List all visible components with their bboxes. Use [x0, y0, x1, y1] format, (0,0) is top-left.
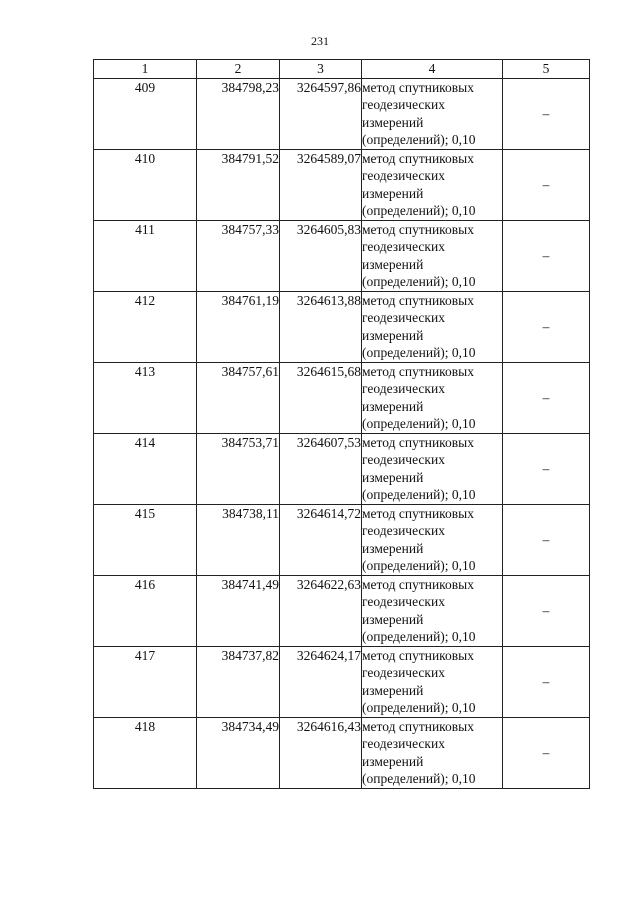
note-cell: – — [503, 575, 590, 646]
coordinates-table — [93, 59, 590, 789]
method-cell — [362, 149, 503, 220]
table-row — [94, 149, 590, 220]
method-text-line: геодезических — [362, 736, 445, 751]
note-cell: – — [503, 291, 590, 362]
table-row — [94, 717, 590, 788]
coordinate-x-cell: 384753,71 — [197, 433, 280, 504]
note-cell: – — [503, 646, 590, 717]
table-row — [94, 504, 590, 575]
coordinate-x-cell: 384734,49 — [197, 717, 280, 788]
method-text-line: измерений — [362, 611, 424, 627]
coordinate-x-cell: 384737,82 — [197, 646, 280, 717]
method-text-line: метод спутниковых — [362, 150, 474, 166]
method-cell — [362, 504, 503, 575]
method-text-line: (определений); 0,10 — [362, 274, 476, 289]
note-cell: – — [503, 78, 590, 149]
method-text-line: метод спутниковых — [362, 79, 474, 95]
method-text-line: метод спутниковых — [362, 647, 474, 663]
point-number-cell: 415 — [94, 504, 197, 575]
method-text-line: метод спутниковых — [362, 292, 474, 308]
method-cell — [362, 646, 503, 717]
point-number-cell: 416 — [94, 575, 197, 646]
method-text-line: измерений — [362, 540, 424, 556]
point-number-cell: 410 — [94, 149, 197, 220]
column-header-5: 5 — [503, 60, 590, 79]
table-row — [94, 220, 590, 291]
method-text-line: геодезических — [362, 665, 445, 680]
method-text-line: геодезических — [362, 523, 445, 538]
table-row — [94, 575, 590, 646]
method-text-line: (определений); 0,10 — [362, 629, 476, 644]
column-header-1: 1 — [94, 60, 197, 79]
table-header-row — [94, 60, 590, 79]
method-text-line: (определений); 0,10 — [362, 700, 476, 715]
coordinate-y-cell: 3264589,07 — [280, 149, 362, 220]
table-row — [94, 78, 590, 149]
coordinate-y-cell: 3264613,88 — [280, 291, 362, 362]
method-text-line: метод спутниковых — [362, 221, 474, 237]
coordinate-y-cell: 3264616,43 — [280, 717, 362, 788]
column-header-4: 4 — [362, 60, 503, 79]
table-row — [94, 362, 590, 433]
method-text-line: метод спутниковых — [362, 718, 474, 734]
point-number-cell: 412 — [94, 291, 197, 362]
coordinate-y-cell: 3264624,17 — [280, 646, 362, 717]
column-header-3: 3 — [280, 60, 362, 79]
method-text-line: геодезических — [362, 97, 445, 112]
method-text-line: (определений); 0,10 — [362, 416, 476, 431]
column-header-2: 2 — [197, 60, 280, 79]
table-row — [94, 646, 590, 717]
point-number-cell: 417 — [94, 646, 197, 717]
coordinate-y-cell: 3264607,53 — [280, 433, 362, 504]
method-text-line: измерений — [362, 185, 424, 201]
note-cell: – — [503, 717, 590, 788]
method-text-line: (определений); 0,10 — [362, 203, 476, 218]
method-text-line: геодезических — [362, 381, 445, 396]
page-number: 231 — [311, 34, 329, 48]
method-cell — [362, 717, 503, 788]
method-cell — [362, 78, 503, 149]
method-cell — [362, 433, 503, 504]
method-text-line: (определений); 0,10 — [362, 558, 476, 573]
table-row — [94, 433, 590, 504]
method-text-line: измерений — [362, 327, 424, 343]
method-text-line: метод спутниковых — [362, 576, 474, 592]
method-text-line: измерений — [362, 753, 424, 769]
method-text-line: геодезических — [362, 239, 445, 254]
coordinate-y-cell: 3264597,86 — [280, 78, 362, 149]
coordinate-x-cell: 384761,19 — [197, 291, 280, 362]
point-number-cell: 418 — [94, 717, 197, 788]
point-number-cell: 413 — [94, 362, 197, 433]
point-number-cell: 414 — [94, 433, 197, 504]
note-cell: – — [503, 433, 590, 504]
table-body — [94, 78, 590, 788]
method-text-line: метод спутниковых — [362, 434, 474, 450]
note-cell: – — [503, 504, 590, 575]
method-cell — [362, 575, 503, 646]
note-cell: – — [503, 149, 590, 220]
method-text-line: (определений); 0,10 — [362, 132, 476, 147]
method-text-line: измерений — [362, 398, 424, 414]
method-text-line: измерений — [362, 256, 424, 272]
method-text-line: геодезических — [362, 168, 445, 183]
coordinate-x-cell: 384798,23 — [197, 78, 280, 149]
method-text-line: геодезических — [362, 310, 445, 325]
method-cell — [362, 220, 503, 291]
coordinate-x-cell: 384757,33 — [197, 220, 280, 291]
method-text-line: измерений — [362, 469, 424, 485]
method-text-line: (определений); 0,10 — [362, 771, 476, 786]
method-text-line: геодезических — [362, 594, 445, 609]
method-text-line: метод спутниковых — [362, 363, 474, 379]
note-cell: – — [503, 220, 590, 291]
method-text-line: измерений — [362, 114, 424, 130]
coordinate-y-cell: 3264605,83 — [280, 220, 362, 291]
coordinate-y-cell: 3264615,68 — [280, 362, 362, 433]
coordinate-y-cell: 3264614,72 — [280, 504, 362, 575]
point-number-cell: 411 — [94, 220, 197, 291]
note-cell: – — [503, 362, 590, 433]
coordinate-y-cell: 3264622,63 — [280, 575, 362, 646]
table-row — [94, 291, 590, 362]
method-text-line: (определений); 0,10 — [362, 487, 476, 502]
coordinate-x-cell: 384791,52 — [197, 149, 280, 220]
method-cell — [362, 291, 503, 362]
point-number-cell: 409 — [94, 78, 197, 149]
method-cell — [362, 362, 503, 433]
method-text-line: метод спутниковых — [362, 505, 474, 521]
method-text-line: (определений); 0,10 — [362, 345, 476, 360]
method-text-line: геодезических — [362, 452, 445, 467]
method-text-line: измерений — [362, 682, 424, 698]
coordinate-x-cell: 384738,11 — [197, 504, 280, 575]
coordinate-x-cell: 384757,61 — [197, 362, 280, 433]
coordinate-x-cell: 384741,49 — [197, 575, 280, 646]
